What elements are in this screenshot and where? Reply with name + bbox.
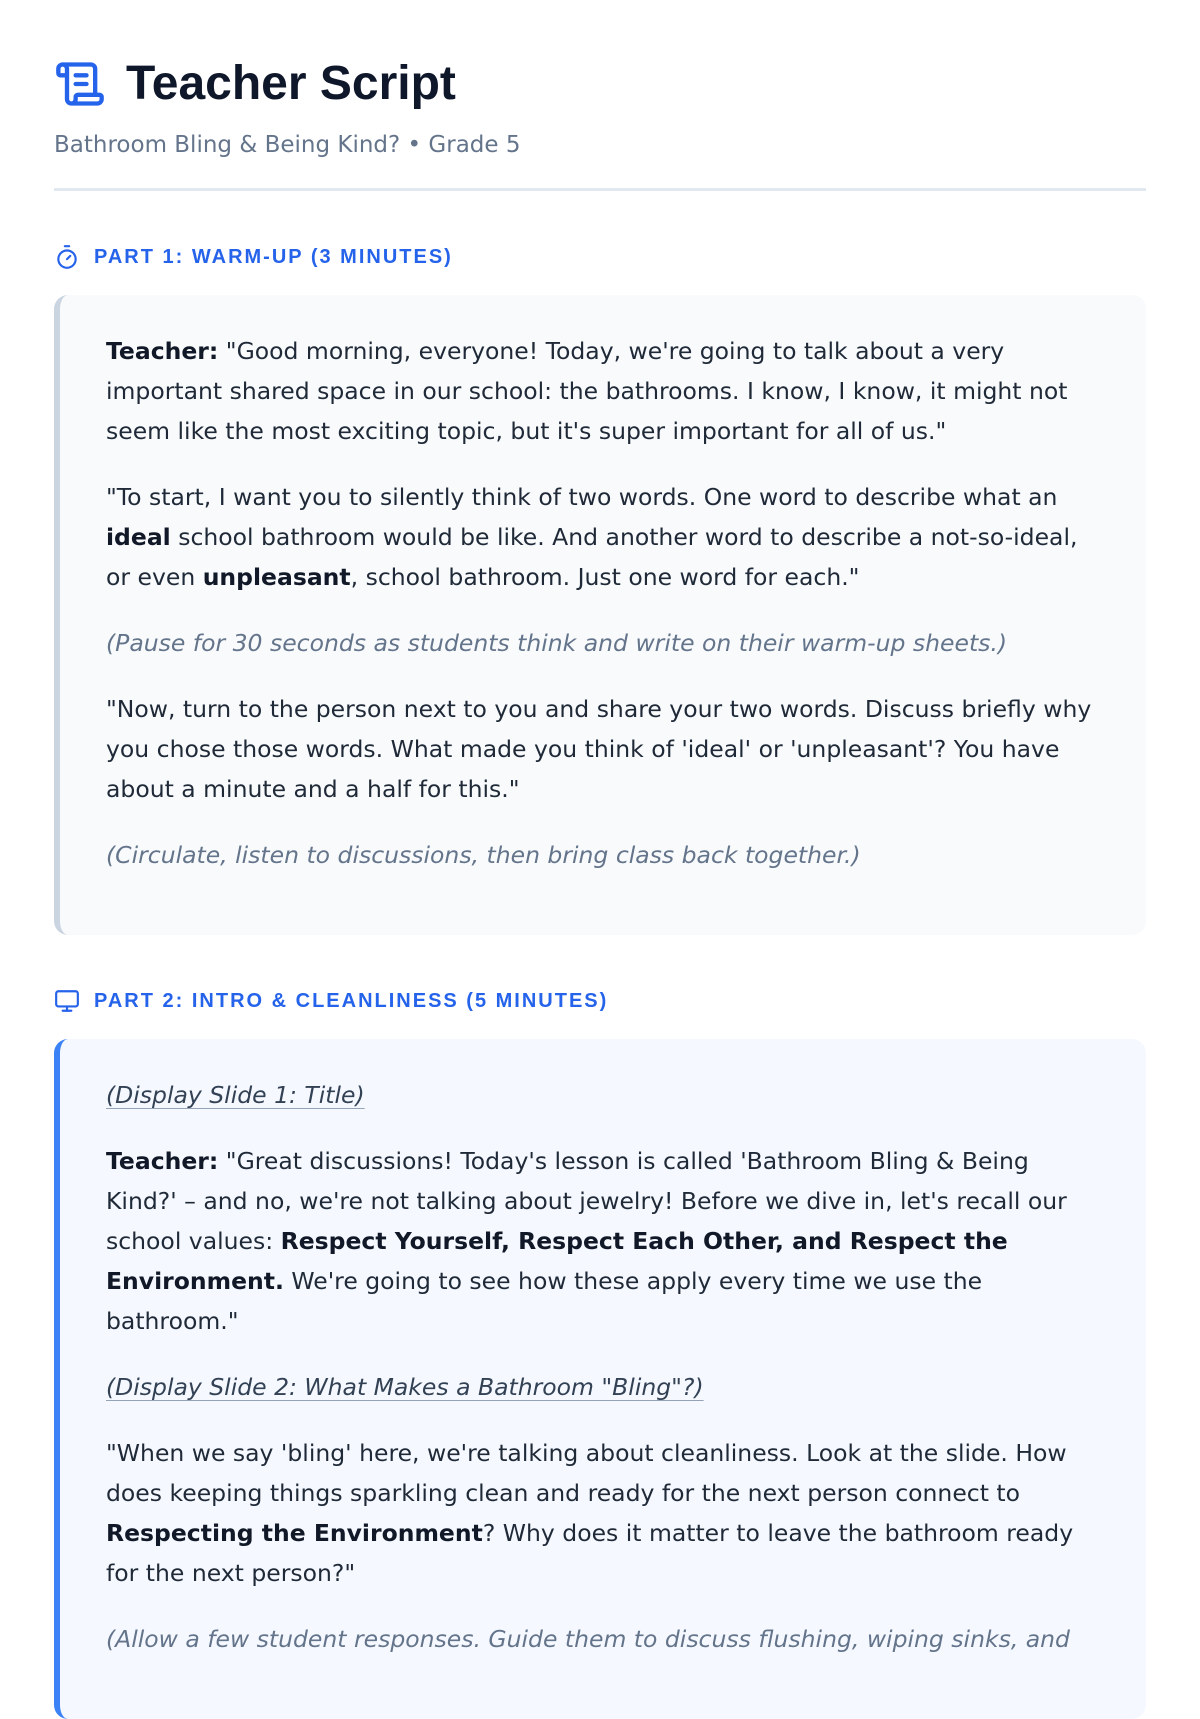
section-title: PART 2: INTRO & CLEANLINESS (5 MINUTES) <box>94 989 609 1012</box>
emphasis-text: Respecting the Environment <box>106 1519 483 1547</box>
emphasis-text: Respect Yourself, Respect Each Other, and Respect the Environment. <box>106 1227 1008 1295</box>
page-title: Teacher Script <box>126 57 456 110</box>
script-text: "To start, I want you to silently think of two words. One word to describe what an <box>106 483 1058 511</box>
script-card-warm-up <box>54 295 1146 935</box>
page-subtitle: Bathroom Bling & Being Kind? • Grade 5 <box>54 132 521 158</box>
stage-direction: (Circulate, listen to discussions, then bring class back together.) <box>106 841 861 869</box>
speaker-label: Teacher: <box>106 337 219 365</box>
emphasis-text: unpleasant <box>202 563 351 591</box>
script-text: "Great discussions! Today's lesson is called 'Bathroom Bling & Being Kind?' – and no, we're not talking about jewelry! Before we dive in, let's recall our school values: <box>106 1147 1067 1255</box>
script-text: We're going to see how these apply every time we use the bathroom." <box>106 1267 983 1335</box>
slide-cue-text: (Display Slide 1: Title) <box>106 1081 365 1109</box>
section-heading-intro-cleanliness <box>54 987 1146 1015</box>
script-text: , school bathroom. Just one word for each." <box>350 563 860 591</box>
script-paragraph: "Now, turn to the person next to you and share your two words. Discuss briefly why you chose those words. What made you think of 'ideal' or 'unpleasant'? You have about a minute and a half for this." <box>106 695 1092 803</box>
slide-cue <box>106 1367 1106 1407</box>
script-paragraph <box>106 477 1106 597</box>
page-header <box>54 0 1146 191</box>
speaker-label: Teacher: <box>106 1147 219 1175</box>
header-divider <box>54 188 1146 191</box>
script-paragraph <box>106 331 1106 451</box>
script-text: ? Why does it matter to leave the bathroom ready for the next person?" <box>106 1519 1074 1587</box>
stage-direction: (Pause for 30 seconds as students think and write on their warm-up sheets.) <box>106 629 1008 657</box>
slide-cue-text: (Display Slide 2: What Makes a Bathroom "Bling"?) <box>106 1373 704 1401</box>
monitor-icon <box>54 988 80 1014</box>
emphasis-text: ideal <box>106 523 171 551</box>
section-title: PART 1: WARM-UP (3 MINUTES) <box>94 245 453 268</box>
script-paragraph <box>106 1141 1106 1341</box>
teacher-script-page <box>54 0 1146 1719</box>
script-text: school bathroom would be like. And another word to describe a not-so-ideal, or even <box>106 523 1078 591</box>
script-text: "Good morning, everyone! Today, we're going to talk about a very important shared space in our school: the bathrooms. I know, I know, it might not seem like the most exciting topic, but it's super important for all of us." <box>106 337 1068 445</box>
script-text: "When we say 'bling' here, we're talking about cleanliness. Look at the slide. How does keeping things sparkling clean and ready for the next person connect to <box>106 1439 1067 1507</box>
section-heading-warm-up <box>54 243 1146 271</box>
stopwatch-icon <box>54 244 80 270</box>
script-card-intro-cleanliness <box>54 1039 1146 1719</box>
title-row <box>54 56 1146 112</box>
stage-direction: (Allow a few student responses. Guide them to discuss flushing, wiping sinks, and <box>106 1625 1070 1653</box>
scroll-icon <box>54 58 106 110</box>
slide-cue <box>106 1075 1106 1115</box>
script-paragraph <box>106 1433 1106 1593</box>
